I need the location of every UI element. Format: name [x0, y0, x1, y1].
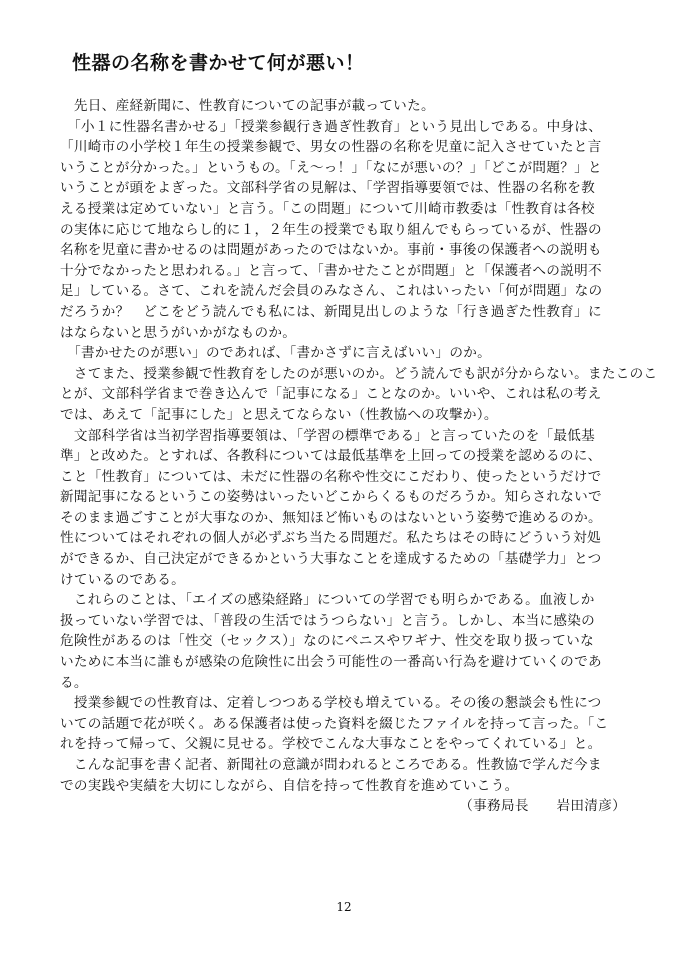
page-number: 12 — [336, 900, 352, 914]
body-line: では、あえて「記事にした」と思えてならない（性教協への攻撃か）。 — [60, 406, 498, 423]
body-line: 名称を児童に書かせるのは問題があったのではないか。事前・事後の保護者への説明も — [60, 242, 602, 259]
body-line: いうことが頭をよぎった。文部科学省の見解は、「学習指導要領では、性器の名称を教 — [60, 180, 596, 197]
article-body — [60, 96, 658, 817]
body-line: ができるか、自己決定ができるかという大事なことを達成するための「基礎学力」とつ — [60, 551, 602, 568]
body-line: これらのことは、「エイズの感染経路」についての学習でも明らかである。血液しか — [60, 592, 595, 609]
body-line: 「小１に性器名書かせる」「授業参観行き過ぎ性教育」という見出しである。中身は、 — [60, 118, 603, 135]
body-line: える授業は定めていない」と言う。「この問題」について川崎市教委は「性教育は各校 — [60, 200, 595, 217]
body-line: だろうか？ どこをどう読んでも私には、新聞見出しのような「行き過ぎた性教育」に — [60, 303, 602, 320]
body-line: る。 — [60, 674, 88, 691]
body-line: 授業参観での性教育は、定着しつつある学校も増えている。その後の懇談会も性につ — [60, 695, 602, 712]
signature: （事務局長 岩田清彦） — [459, 798, 626, 815]
article-title: 性器の名称を書かせて何が悪い！ — [72, 52, 365, 74]
body-line: そのまま過ごすことが大事なのか、無知ほど怖いものはないという姿勢で進めるのか。 — [60, 509, 602, 526]
body-line: 「川崎市の小学校１年生の授業参観で、男女の性器の名称を児童に記入させていたと言 — [60, 139, 602, 156]
body-line: 新聞記事になるというこの姿勢はいったいどこからくるものだろうか。知らされないで — [60, 489, 602, 506]
body-line: 足」している。さて、これを読んだ会員のみなさん、これはいったい「何が問題」なの — [60, 283, 603, 300]
body-line: こと「性教育」については、未だに性器の名称や性交にこだわり、使ったというだけで — [60, 468, 602, 485]
body-line: こんな記事を書く記者、新聞社の意識が問われるところである。性教協で学んだ今ま — [60, 757, 602, 773]
body-line: 扱っていない学習では、「普段の生活ではうつらない」と言う。しかし、本当に感染の — [60, 612, 596, 629]
body-line: はならないと思うがいかがなものか。 — [60, 324, 297, 341]
body-line: れを持って帰って、父親に見せる。学校でこんな大事なことをやってくれている」と。 — [60, 736, 602, 753]
body-line: いために本当に誰もが感染の危険性に出会う可能性の一番高い行為を避けていくのであ — [60, 654, 602, 671]
body-line: いうことが分かった。」というもの。「え～っ！」「なにが悪いの？」「どこが問題？」と — [60, 159, 602, 176]
body-line: けているのである。 — [60, 571, 186, 588]
body-line: さてまた、授業参観で性教育をしたのが悪いのか。どう読んでも訳が分からない。またこのこ — [60, 365, 658, 382]
body-line: 準」と改めた。とすれば、各教科については最低基準を上回っての授業を認めるのに、 — [60, 448, 602, 465]
body-line: 十分でなかったと思われる。」と言って、「書かせたことが問題」と「保護者への説明不 — [60, 262, 602, 279]
body-line: 性についてはそれぞれの個人が必ずぶち当たる問題だ。私たちはその時にどういう対処 — [60, 530, 601, 547]
body-line: 文部科学省は当初学習指導要領は、「学習の標準である」と言っていたのを「最低基 — [60, 427, 596, 444]
body-line: での実践や実績を大切にしながら、自信を持って性教育を進めていこう。 — [60, 777, 519, 794]
body-line: 先日、産経新聞に、性教育についての記事が載っていた。 — [60, 98, 435, 114]
body-line: の実体に応じて地ならし的に１，２年生の授業でも取り組んでもらっているが、性器の — [60, 221, 602, 238]
body-line: 危険性があるのは「性交（セックス）」なのにペニスやワギナ、性交を取り扱っていな — [60, 633, 594, 650]
body-line: とが、文部科学省まで巻き込んで「記事になる」ことなのか。いいや、これは私の考え — [60, 386, 602, 403]
body-line: 「書かせたのが悪い」のであれば、「書かさずに言えばいい」のか。 — [60, 345, 491, 362]
body-line: いての話題で花が咲く。ある保護者は使った資料を綴じたファイルを持って言った。「こ — [60, 715, 609, 732]
